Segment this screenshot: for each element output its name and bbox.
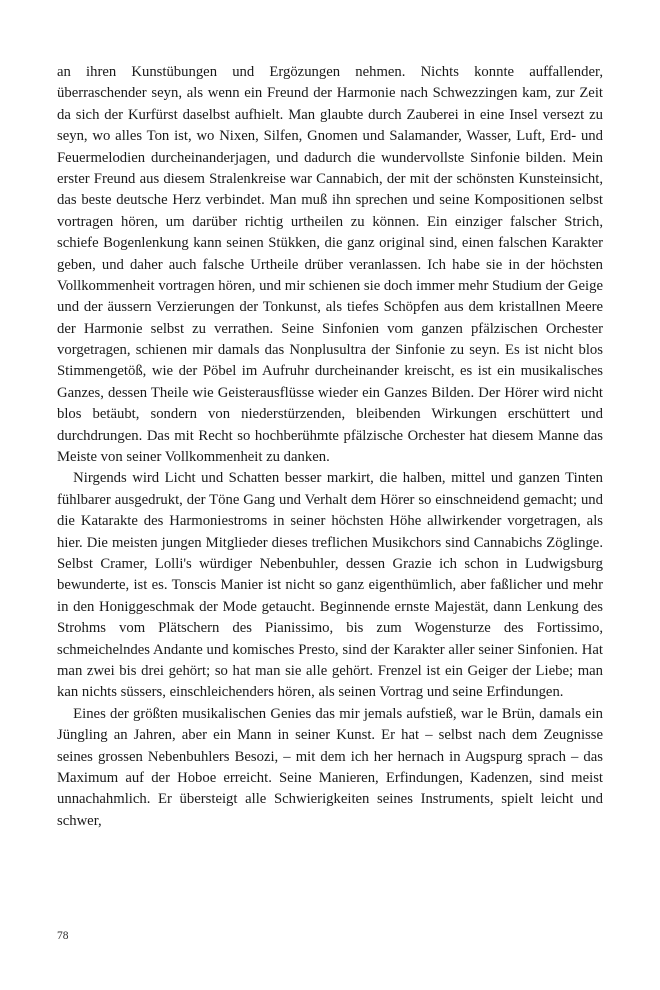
- paragraph: Nirgends wird Licht und Schatten besser markirt, die halben, mittel und ganzen Tinten fühlbarer ausgedrukt, der Töne Gang und Verhalt dem Hörer so einschneidend gemacht; und die Katarakte des Harmoniestroms in seiner höchsten Höhe allwirkender vorgetragen, als hier. Die meisten jungen Mitglieder dieses treflichen Musikchors sind Cannabichs Zöglinge. Selbst Cramer, Lolli's würdiger Nebenbuhler, dessen Grazie ich schon in Ludwigsburg bewunderte, ist es. Tonscis Manier ist nicht so ganz eigenthümlich, aber faßlicher und mehr in den Honiggeschmak der Mode getaucht. Beginnende ernste Majestät, dann Lenkung des Strohms vom Plätschern des Pianissimo, bis zum Wogensturze des Fortissimo, schmeichelndes Andante und komisches Presto, sind der Karakter aller seiner Sinfonien. Hat man zwei bis drei gehört; so hat man sie alle gehört. Frenzel ist ein Geiger der Liebe; man kan nichts süssers, einschleichenders hören, als seinen Vortrag und seine Erfindungen.: [57, 470, 603, 701]
- paragraph: Eines der größten musikalischen Genies das mir jemals aufstieß, war le Brün, damals ein Jüngling an Jahren, aber ein Mann in seiner Kunst. Er hat – selbst nach dem Zeugnisse seines grossen Nebenbuhlers Besozi, – mit dem ich her hernach in Augspurg sprach – das Maximum auf der Hoboe erreicht. Seine Manieren, Erfindungen, Kadenzen, sind meist unnachahmlich. Er übersteigt alle Schwierigkeiten seines Instruments, spielt leicht und schwer,: [57, 705, 603, 829]
- page-number: 78: [57, 930, 69, 942]
- paragraph: an ihren Kunstübungen und Ergözungen nehmen. Nichts konnte auffallender, überraschender seyn, als wenn ein Freund der Harmonie nach Schwezzingen kam, zur Zeit da sich der Kurfürst daselbst aufhielt. Man glaubte durch Zauberei in eine Insel versezt zu seyn, wo alles Ton ist, wo Nixen, Silfen, Gnomen und Salamander, Wasser, Luft, Erd- und Feuermelodien durcheinanderjagen, und dadurch die wundervollste Sinfonie bilden. Mein erster Freund aus diesem Stralenkreise war Cannabich, der mit der schönsten Kunsteinsicht, das beste deutsche Herz verbindet. Man muß ihn sprechen und seine Kompositionen selbst vortragen hören, um darüber richtig urtheilen zu können. Ein einziger falscher Strich, schiefe Bogenlenkung kann seinen Stükken, die ganz original sind, einen falschen Karakter geben, und daher auch falsche Urtheile drüber veranlassen. Ich habe sie in der höchsten Vollkommenheit vortragen hören, und mir schienen sie doch immer mehr Studium der Geige und der äussern Verzierungen der Tonkunst, als tiefes Schöpfen aus dem kristallnen Meere der Harmonie selbst zu verrathen. Seine Sinfonien vom ganzen pfälzischen Orchester vorgetragen, schienen mir damals das Nonplusultra der Sinfonie zu seyn. Es ist nicht blos Stimmengetöß, wie der Pöbel im Aufruhr durcheinander kreischt, es ist ein musikalisches Ganzes, dessen Theile wie Geisterausflüsse wieder ein Ganzes Bilden. Der Hörer wird nicht blos betäubt, sondern von niederstürzenden, bleibenden Wirkungen erschüttert und durchdrungen. Das mit Recht so hochberühmte pfälzische Orchester hat diesem Manne das Meiste von seiner Vollkommenheit zu danken.: [57, 64, 603, 466]
- body-text: [57, 62, 603, 832]
